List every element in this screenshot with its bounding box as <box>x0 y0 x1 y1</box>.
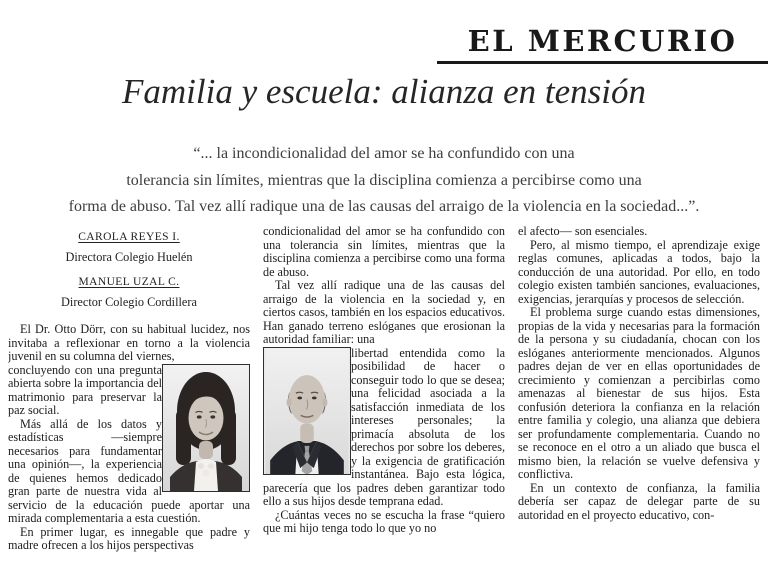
text-wrap-block <box>263 347 505 536</box>
author-name-manuel-uzal: MANUEL UZAL C. <box>78 276 180 288</box>
photo-manuel-uzal <box>263 347 351 475</box>
author-role-carola-reyes: Directora Colegio Huelén <box>65 250 193 264</box>
paragraph: condicionalidad del amor se ha confundido con una tolerancia sin límites, mientras que la disciplina comienza a percibirse como una forma de abuso. <box>263 225 505 279</box>
column-3 <box>518 225 760 576</box>
author-role-manuel-uzal: Director Colegio Cordillera <box>61 295 197 309</box>
paragraph: El problema surge cuando estas dimensiones, propias de la vida y necesarias para la formación de la persona y su ciudadanía, chocan con los eslóganes anteriormente mencionados. Algunos padres dejan de ver en ellas oportunidades de crecimiento y comienzan a percibirlas como amenazas al bienestar de sus hijos. Esta confusión deteriora la confianza en la relación entre familia y colegio, una alianza que debiera ser profundamente complementaria. Cuando no se reconoce en el otro a un aliado que busca el mismo bien, la relación se vuelve defensiva y conflictiva. <box>518 305 760 481</box>
paragraph: ¿Cuántas veces no se escucha la frase “quiero que mi hijo tenga todo lo que yo no <box>263 507 505 535</box>
paragraph: el afecto— son esenciales. <box>518 225 648 238</box>
paragraph: Tal vez allí radique una de las causas del arraigo de la violencia en la sociedad y, en ciertos casos, también en los espacios educativos. Han ganado terreno eslóganes que erosionan la autoridad familiar: una <box>263 278 505 346</box>
column-1 <box>8 225 250 576</box>
paragraph: Más allá de los datos y estadísticas —siempre necesarios para fundamentar una opinión—, la experiencia de quienes hemos dedicado gran parte de nuestra vida al servicio de la educación puede aportar una mirada complementaria a esta cuestión. <box>8 416 250 525</box>
pull-quote-line: forma de abuso. Tal vez allí radique una de las causas del arraigo de la violencia en la sociedad...”. <box>68 198 700 215</box>
pull-quote <box>8 141 760 221</box>
photo-carola-reyes <box>162 364 250 492</box>
author-name-carola-reyes: CAROLA REYES I. <box>78 231 180 243</box>
article-body <box>8 225 760 576</box>
text-wrap-block <box>8 364 250 553</box>
portrait-man-icon <box>264 348 350 474</box>
paragraph: concluyendo con una pregunta abierta sobre la importancia del matrimonio para preservar la paz social. <box>8 362 162 417</box>
pull-quote-line: tolerancia sin límites, mientras que la disciplina comienza a percibirse como una <box>126 171 642 189</box>
paragraph: El Dr. Otto Dörr, con su habitual lucidez, nos invitaba a reflexionar en torno a la violencia juvenil en su columna del viernes, <box>8 322 250 363</box>
paragraph: En primer lugar, es innegable que padre y madre ofrecen a los hijos perspectivas <box>8 524 250 552</box>
masthead-title: EL MERCURIO <box>467 24 738 58</box>
paragraph: En un contexto de confianza, la familia debería ser capaz de delegar parte de su autoridad en el proyecto educativo, con- <box>518 480 760 522</box>
pull-quote-line: “... la incondicionalidad del amor se ha confundido con una <box>193 145 575 162</box>
headline: Familia y escuela: alianza en tensión <box>122 72 646 111</box>
column-2 <box>263 225 505 576</box>
portrait-woman-icon <box>163 365 249 491</box>
paragraph: libertad entendida como la posibilidad de hacer o conseguir todo lo que se desea; una felicidad asociada a la satisfacción inmediata de los intereses personales; la primacía absoluta de los derechos por sobre los deberes, y la exigencia de gratificación instantánea. Bajo esta lógica, parecería que los padres deben garantizar todo ello a sus hijos desde temprana edad. <box>263 345 505 508</box>
paragraph: Pero, al mismo tiempo, el aprendizaje exige reglas comunes, aplicadas a todos, bajo la conducción de una autoridad. Por ello, en todo colegio existen también sanciones, evaluaciones, exigencias, jerarquías y procesos de selección. <box>518 237 760 306</box>
masthead <box>437 0 768 64</box>
byline-block <box>8 225 250 310</box>
